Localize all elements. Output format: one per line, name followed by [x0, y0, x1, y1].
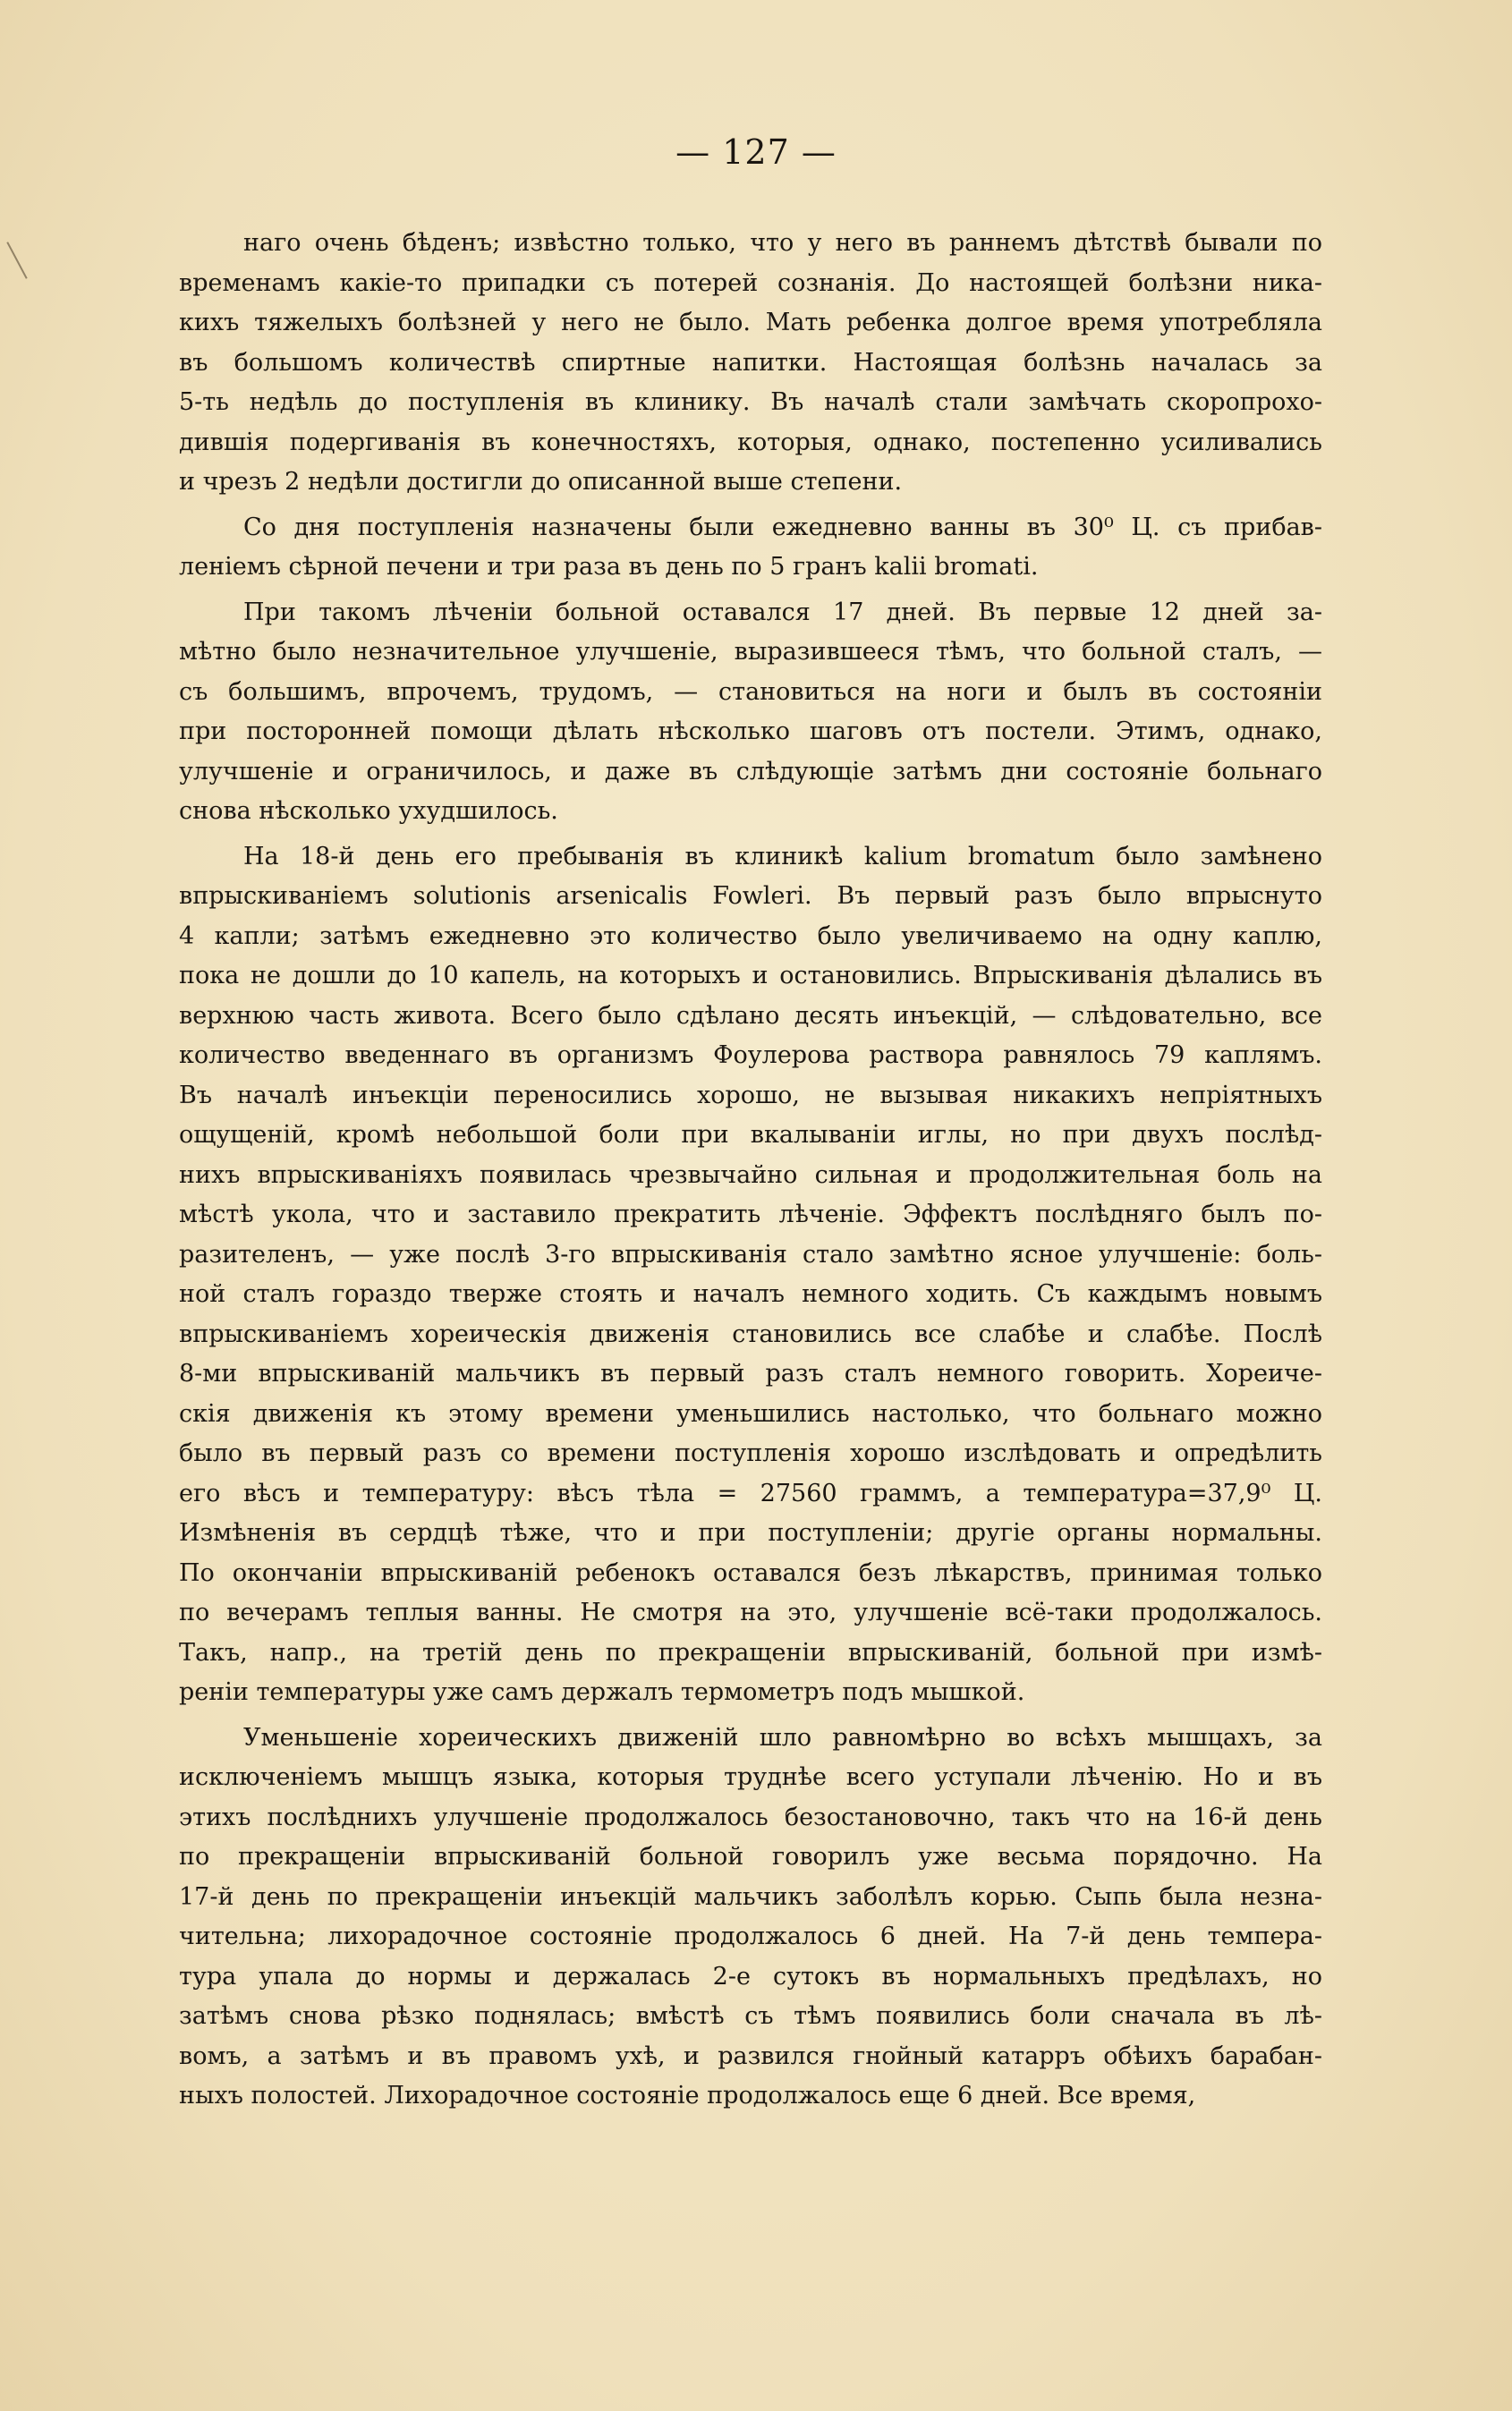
paragraph [179, 837, 1322, 1713]
text-line: 4 капли; затѣмъ ежедневно это количество было увеличиваемо на одну каплю, [179, 921, 1322, 950]
text-line: при посторонней помощи дѣлать нѣсколько шаговъ отъ постели. Этимъ, однако, [179, 717, 1322, 745]
text-line: впрыскиваніемъ хореическія движенія становились все слабѣе и слабѣе. Послѣ [179, 1320, 1322, 1348]
text-line: наго очень бѣденъ; извѣстно только, что у него въ раннемъ дѣтствѣ бывали по [243, 229, 1322, 257]
text-line: Со дня поступленія назначены были ежедневно ванны въ 30⁰ Ц. съ прибав- [243, 513, 1322, 541]
text-line: разителенъ, — уже послѣ 3-го впрыскиванія стало замѣтно ясное улучшеніе: боль- [179, 1240, 1322, 1269]
text-line: чительна; лихорадочное состояніе продолжалось 6 дней. На 7-й день темпера- [179, 1923, 1322, 1950]
text-line: съ большимъ, впрочемъ, трудомъ, — становиться на ноги и былъ въ состояніи [179, 677, 1322, 706]
text-line: верхнюю часть живота. Всего было сдѣлано десять инъекцій, — слѣдовательно, все [179, 1001, 1322, 1030]
text-line: этихъ послѣднихъ улучшеніе продолжалось безостановочно, такъ что на 16-й день [179, 1803, 1322, 1831]
text-line: 5-ть недѣль до поступленія въ клинику. Въ началѣ стали замѣчать скоропрохо- [179, 388, 1322, 416]
text-line: исключеніемъ мышцъ языка, которыя труднѣе всего уступали лѣченію. Но и въ [179, 1763, 1322, 1791]
text-line: Такъ, напр., на третій день по прекращеніи впрыскиваній, больной при измѣ- [179, 1638, 1322, 1667]
text-line: было въ первый разъ со времени поступленія хорошо изслѣдовать и опредѣлить [179, 1439, 1322, 1467]
text-line: 17-й день по прекращеніи инъекцій мальчикъ заболѣлъ корью. Сыпь была незна- [179, 1882, 1322, 1911]
text-line: по вечерамъ теплыя ванны. Не смотря на это, улучшеніе всё-таки продолжалось. [179, 1599, 1322, 1626]
text-line: пока не дошли до 10 капель, на которыхъ и остановились. Впрыскиванія дѣлались въ [179, 962, 1322, 989]
text-line: по прекращеніи впрыскиваній больной говорилъ уже весьма порядочно. На [179, 1843, 1322, 1871]
paragraph [179, 508, 1322, 588]
text-line: леніемъ сѣрной печени и три раза въ день по 5 гранъ kalii bromati. [179, 553, 1039, 581]
paragraph [179, 593, 1322, 832]
text-line: дившія подергиванія въ конечностяхъ, которыя, однако, постепенно усиливались [179, 428, 1322, 456]
text-line: скія движенія къ этому времени уменьшились настолько, что больнаго можно [179, 1399, 1322, 1428]
text-line: ныхъ полостей. Лихорадочное состояніе продолжалось еще 6 дней. Все время, [179, 2082, 1196, 2110]
paragraph [179, 224, 1322, 503]
text-line: снова нѣсколько ухудшилось. [179, 797, 558, 825]
text-line: По окончаніи впрыскиваній ребенокъ оставался безъ лѣкарствъ, принимая только [179, 1558, 1322, 1587]
margin-pencil-mark [6, 242, 27, 279]
text-line: ной сталъ гораздо тверже стоять и началъ немного ходить. Съ каждымъ новымъ [179, 1280, 1322, 1308]
text-line: 8-ми впрыскиваній мальчикъ въ первый разъ сталъ немного говорить. Хореиче- [179, 1360, 1322, 1388]
text-line: мѣтно было незначительное улучшеніе, выразившееся тѣмъ, что больной сталъ, — [179, 638, 1322, 666]
text-line: его вѣсъ и температуру: вѣсъ тѣла = 27560 граммъ, а температура=37,9⁰ Ц. [179, 1479, 1322, 1507]
text-line: Измѣненія въ сердцѣ тѣже, что и при поступленіи; другіе органы нормальны. [179, 1519, 1322, 1547]
text-line: ощущеній, кромѣ небольшой боли при вкалываніи иглы, но при двухъ послѣд- [179, 1121, 1322, 1149]
text-line: улучшеніе и ограничилось, и даже въ слѣдующіе затѣмъ дни состояніе больнаго [179, 757, 1322, 785]
text-line: мѣстѣ укола, что и заставило прекратить лѣченіе. Эффектъ послѣдняго былъ по- [179, 1201, 1322, 1228]
paragraph [179, 1719, 1322, 2117]
text-line: кихъ тяжелыхъ болѣзней у него не было. Мать ребенка долгое время употребляла [179, 309, 1322, 336]
text-line: въ большомъ количествѣ спиртные напитки. Настоящая болѣзнь началась за [179, 348, 1322, 377]
text-line: временамъ какіе-то припадки съ потерей сознанія. До настоящей болѣзни ника- [179, 268, 1322, 297]
text-line: затѣмъ снова рѣзко поднялась; вмѣстѣ съ тѣмъ появились боли сначала въ лѣ- [179, 2002, 1322, 2030]
text-line: На 18-й день его пребыванія въ клиникѣ kalium bromatum было замѣнено [243, 842, 1322, 870]
text-line: количество введеннаго въ организмъ Фоулерова раствора равнялось 79 каплямъ. [179, 1041, 1322, 1069]
text-line: реніи температуры уже самъ держалъ термометръ подъ мышкой. [179, 1678, 1025, 1706]
text-line: тура упала до нормы и держалась 2-е сутокъ въ нормальныхъ предѣлахъ, но [179, 1962, 1322, 1991]
text-line: При такомъ лѣченіи больной оставался 17 дней. Въ первые 12 дней за- [243, 598, 1322, 626]
text-line: и чрезъ 2 недѣли достигли до описанной выше степени. [179, 468, 903, 496]
text-line: нихъ впрыскиваніяхъ появилась чрезвычайно сильная и продолжительная боль на [179, 1160, 1322, 1189]
text-line: вомъ, а затѣмъ и въ правомъ ухѣ, и развился гнойный катарръ обѣихъ барабан- [179, 2042, 1322, 2070]
body-text [179, 224, 1322, 2117]
text-line: Въ началѣ инъекціи переносились хорошо, не вызывая никакихъ непріятныхъ [179, 1081, 1322, 1109]
page-number: — 127 — [675, 132, 837, 172]
text-line: Уменьшеніе хореическихъ движеній шло равномѣрно во всѣхъ мышцахъ, за [243, 1723, 1322, 1752]
text-line: впрыскиваніемъ solutionis arsenicalis Fowleri. Въ первый разъ было впрыснуто [179, 882, 1322, 910]
